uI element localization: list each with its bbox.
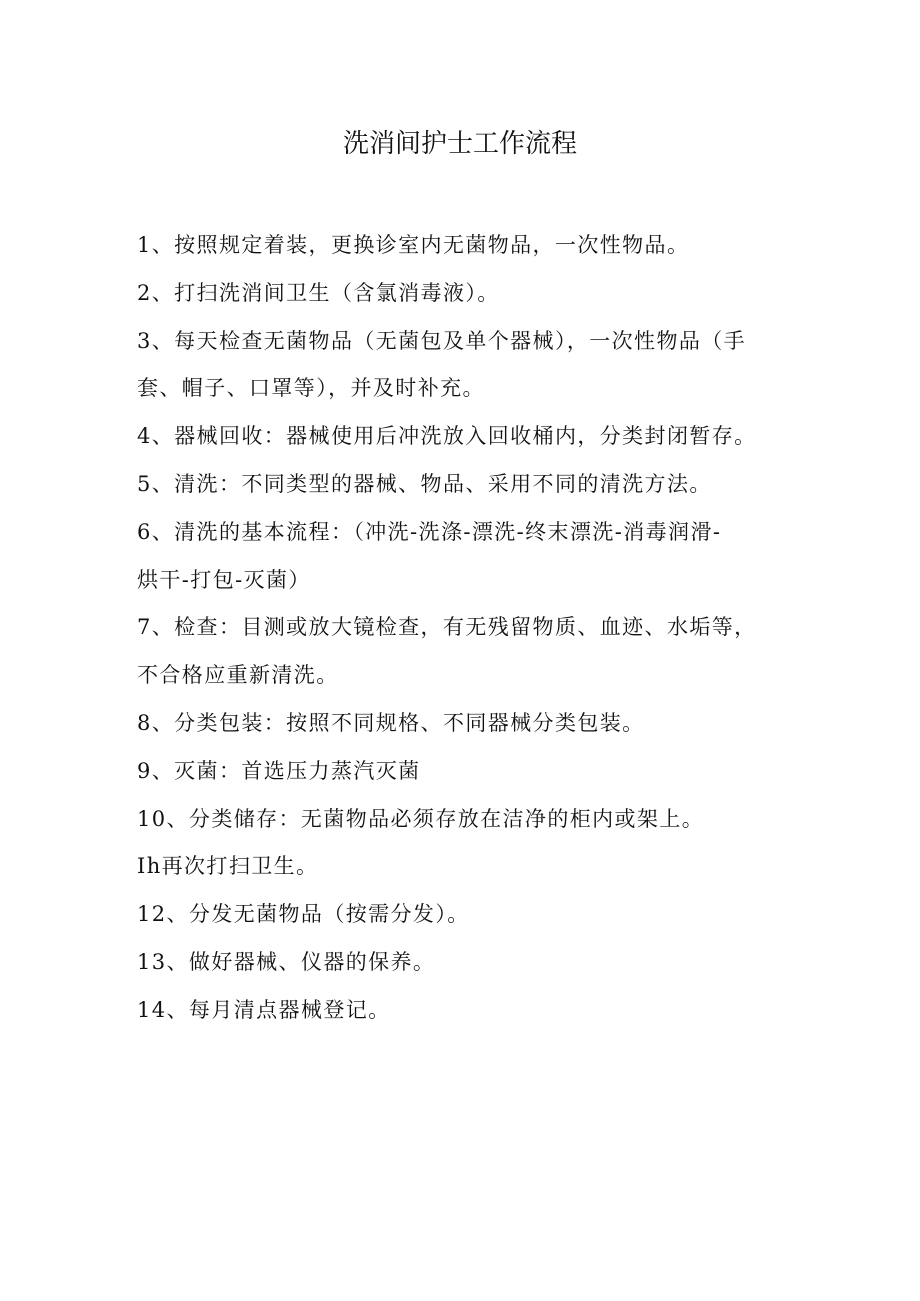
document-body (137, 222, 787, 1035)
step-14-line: 14、每月清点器械登记。 (137, 997, 391, 1022)
step-6-line-2: 烘干-打包-灭菌） (137, 567, 311, 592)
step-4-line: 4、器械回收：器械使用后冲洗放入回收桶内，分类封闭暂存。 (137, 424, 757, 449)
step-12-line: 12、分发无菌物品（按需分发）。 (137, 902, 470, 927)
step-13-line: 13、做好器械、仪器的保养。 (137, 949, 436, 974)
step-11-line: Ih再次打扫卫生。 (137, 854, 319, 879)
step-3-line-2: 套、帽子、口罩等），并及时补充。 (137, 376, 485, 401)
step-6-line-1: 6、清洗的基本流程：（冲洗-洗涤-漂洗-终末漂洗-消毒润滑- (137, 519, 722, 544)
step-10-line: 10、分类储存：无菌物品必须存放在洁净的柜内或架上。 (137, 806, 705, 831)
step-8-line: 8、分类包装：按照不同规格、不同器械分类包装。 (137, 710, 645, 735)
step-7-line-2: 不合格应重新清洗。 (137, 663, 339, 688)
step-5-line: 5、清洗：不同类型的器械、物品、采用不同的清洗方法。 (137, 471, 712, 496)
step-7-line-1: 7、检查：目测或放大镜检查，有无残留物质、血迹、水垢等， (137, 615, 757, 640)
step-1-line: 1、按照规定着装，更换诊室内无菌物品，一次性物品。 (137, 233, 690, 257)
step-9-line: 9、灭菌：首选压力蒸汽灭菌 (137, 758, 421, 783)
step-2-line: 2、打扫洗消间卫生（含氯消毒液）。 (137, 280, 500, 305)
document-title: 洗消间护士工作流程 (342, 129, 577, 159)
step-3-line-1: 3、每天检查无菌物品（无菌包及单个器械），一次性物品（手 (137, 328, 747, 353)
